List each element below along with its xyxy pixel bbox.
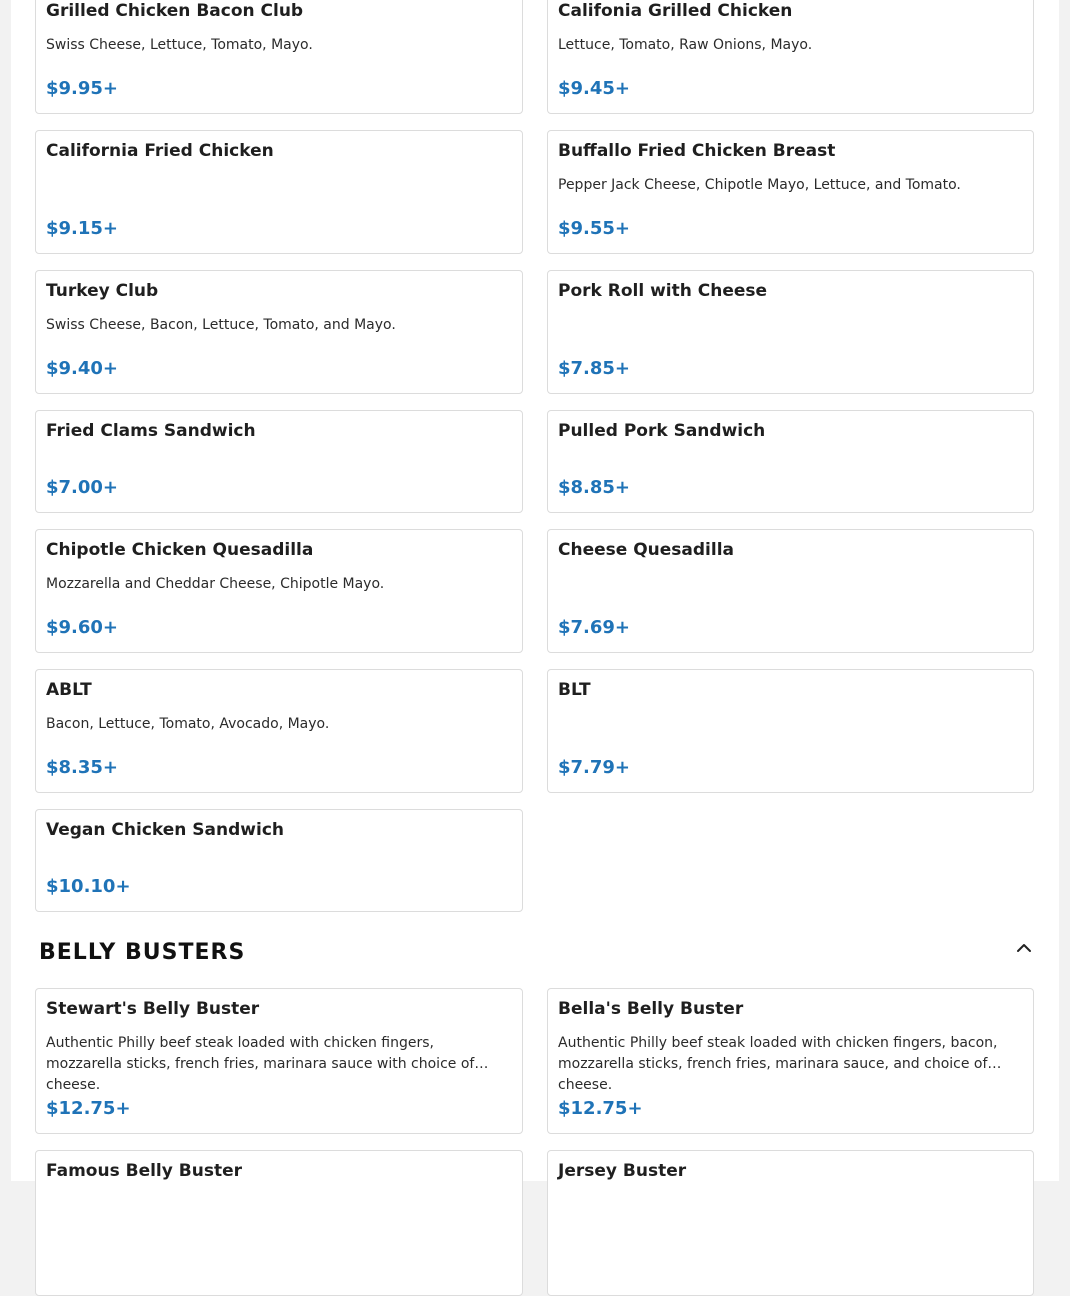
item-price: $8.35+ [46,757,119,778]
item-price: $7.69+ [558,617,631,638]
belly-busters-header [39,936,1036,976]
menu-item-card[interactable] [547,130,1034,254]
item-name: Famous Belly Buster [46,1161,242,1181]
item-name: Bella's Belly Buster [558,999,744,1019]
menu-item-card[interactable] [35,410,523,513]
item-name: Pulled Pork Sandwich [558,421,766,441]
item-description: Authentic Philly beef steak loaded with chicken fingers, mozzarella sticks, french fries, marinara sauce with choice of cheese. [46,1035,475,1093]
item-price: $8.85+ [558,477,631,498]
menu-item-card[interactable] [547,0,1034,114]
item-price: $9.40+ [46,358,119,379]
menu-item-card[interactable] [547,270,1034,394]
item-price: $9.15+ [46,218,119,239]
menu-item-card[interactable] [547,529,1034,653]
item-name: Turkey Club [46,281,159,301]
item-name: Buffallo Fried Chicken Breast [558,141,836,161]
item-price: $9.60+ [46,617,119,638]
item-price: $7.79+ [558,757,631,778]
menu-item-card[interactable] [35,529,523,653]
menu-item-card[interactable] [35,809,523,912]
menu-item-card[interactable] [547,1150,1034,1296]
item-name: Grilled Chicken Bacon Club [46,1,304,21]
item-name: ABLT [46,680,92,700]
item-price: $10.10+ [46,876,131,897]
item-description: Swiss Cheese, Bacon, Lettuce, Tomato, and Mayo. [46,317,396,333]
item-description: Bacon, Lettuce, Tomato, Avocado, Mayo. [46,716,330,732]
item-price: $7.85+ [558,358,631,379]
menu-item-card[interactable] [35,270,523,394]
item-name: Chipotle Chicken Quesadilla [46,540,314,560]
item-description: Swiss Cheese, Lettuce, Tomato, Mayo. [46,37,313,53]
item-name: California Fried Chicken [46,141,274,161]
belly-busters-grid [35,988,1034,1296]
item-name: Cheese Quesadilla [558,540,735,560]
item-name: Pork Roll with Cheese [558,281,768,301]
item-price: $9.55+ [558,218,631,239]
item-name: Vegan Chicken Sandwich [46,820,284,840]
menu-item-card[interactable] [35,1150,523,1296]
item-description: Pepper Jack Cheese, Chipotle Mayo, Lettuce, and Tomato. [558,177,961,193]
chevron-up-icon[interactable] [1012,936,1036,960]
menu-page [11,0,1059,1181]
item-price: $12.75+ [46,1098,131,1119]
menu-item-card[interactable] [547,669,1034,793]
item-price: $9.95+ [46,78,119,99]
item-name: Stewart's Belly Buster [46,999,260,1019]
menu-item-card[interactable] [35,0,523,114]
sandwiches-grid [35,0,1034,912]
menu-item-card[interactable] [35,988,523,1134]
item-price: $12.75+ [558,1098,643,1119]
item-price: $7.00+ [46,477,119,498]
item-description: Authentic Philly beef steak loaded with chicken fingers, bacon, mozzarella sticks, french fries, marinara sauce, and choice of cheese. [558,1035,998,1093]
item-description: Lettuce, Tomato, Raw Onions, Mayo. [558,37,813,53]
item-name: Fried Clams Sandwich [46,421,256,441]
menu-item-card[interactable] [35,669,523,793]
menu-item-card[interactable] [547,410,1034,513]
section-title: BELLY BUSTERS [39,940,246,965]
menu-item-card[interactable] [547,988,1034,1134]
item-name: BLT [558,680,591,700]
item-price: $9.45+ [558,78,631,99]
item-description: Mozzarella and Cheddar Cheese, Chipotle Mayo. [46,576,385,592]
menu-item-card[interactable] [35,130,523,254]
item-name: Jersey Buster [558,1161,687,1181]
item-name: Califonia Grilled Chicken [558,1,793,21]
